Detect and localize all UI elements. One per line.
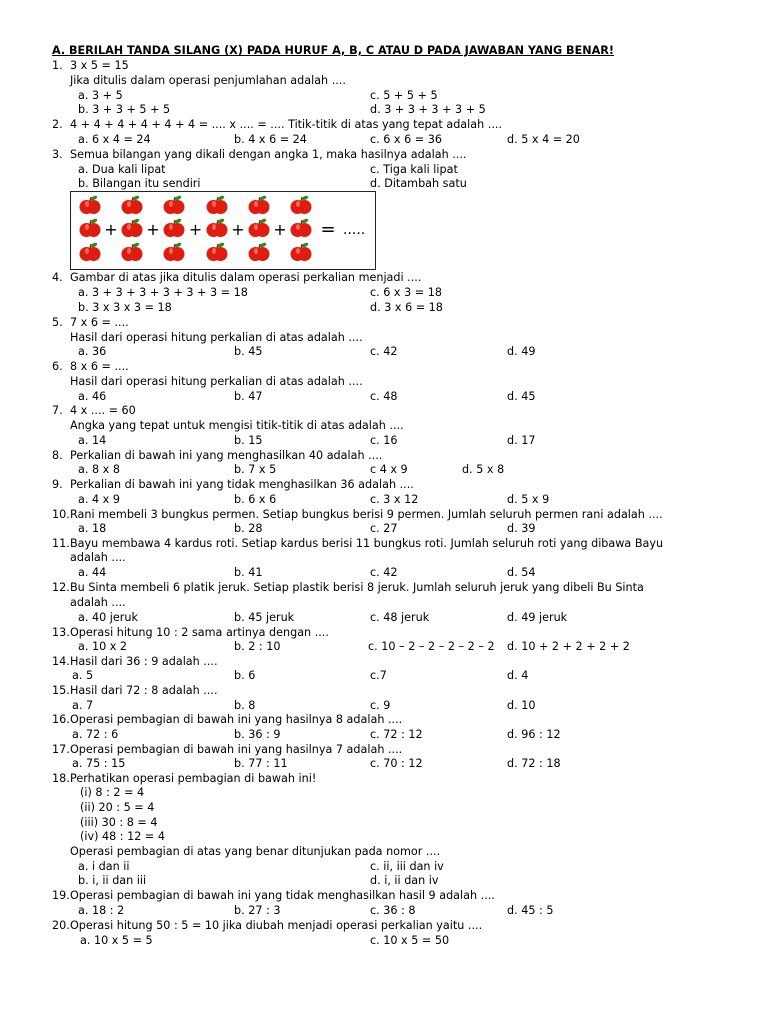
answer-option[interactable]: c. 48 [370,390,398,403]
question-text: Hasil dari 72 : 8 adalah .... [70,684,218,697]
apple-icon [291,218,312,237]
question-line: adalah .... [70,551,126,564]
question-line: Operasi pembagian di atas yang benar ditunjukan pada nomor .... [70,845,441,858]
answer-option[interactable]: a. 72 : 6 [72,728,119,741]
answer-option[interactable]: c. 10 – 2 – 2 – 2 – 2 – 2 [368,640,495,653]
answer-option[interactable]: a. 36 [78,345,107,358]
apple-icon [249,242,270,261]
answer-option[interactable]: b. 4 x 6 = 24 [234,133,307,146]
answer-option[interactable]: b. 15 [234,434,263,447]
answer-option[interactable]: c. 48 jeruk [370,611,430,624]
plus-sign: + [273,220,287,239]
apple-icon [207,218,228,237]
question-text: 7 x 6 = .... [70,316,129,329]
answer-option[interactable]: (ii) 20 : 5 = 4 [80,801,155,814]
answer-option[interactable]: d. 49 jeruk [507,611,568,624]
apple-icon [80,195,101,214]
question-text: Operasi pembagian di bawah ini yang hasilnya 7 adalah .... [70,743,403,756]
question-number: 20. [52,919,70,932]
section-heading: A. BERILAH TANDA SILANG (X) PADA HURUF A, B, C ATAU D PADA JAWABAN YANG BENAR! [52,44,614,57]
apple-icon [249,218,270,237]
question-text: Bu Sinta membeli 6 platik jeruk. Setiap plastik berisi 8 jeruk. Jumlah seluruh jeruk yang dibeli Bu Sinta [70,581,644,594]
question-text: Perhatikan operasi pembagian di bawah ini! [70,772,317,785]
answer-option[interactable]: a. Dua kali lipat [78,163,166,176]
answer-option[interactable]: b. 3 + 3 + 5 + 5 [78,103,171,116]
question-number: 18. [52,772,70,785]
answer-option[interactable]: a. 46 [78,390,107,403]
answer-option[interactable]: d. i, ii dan iv [370,874,439,887]
apple-icon [164,195,185,214]
plus-sign: + [188,220,203,239]
apple-icon [164,218,185,237]
question-number: 6. [52,360,63,373]
question-text: 3 x 5 = 15 [70,59,129,72]
apple-icon [122,218,143,237]
apple-icon [122,195,143,214]
apple-icon [122,242,143,261]
question-text: Operasi pembagian di bawah ini yang tidak menghasilkan hasil 9 adalah .... [70,889,495,902]
answer-option[interactable]: b. 6 [234,669,256,682]
answer-option[interactable]: c. 36 : 8 [370,904,416,917]
answer-option[interactable]: b. 45 [234,345,263,358]
question-number: 13. [52,626,70,639]
answer-option[interactable]: a. 10 x 2 [78,640,128,653]
answer-option[interactable]: b. 27 : 3 [234,904,281,917]
question-number: 4. [52,271,63,284]
answer-option[interactable]: c 4 x 9 [370,463,408,476]
question-number: 16. [52,713,70,726]
answer-option[interactable]: d. 3 x 6 = 18 [370,301,443,314]
answer-option[interactable]: b. Bilangan itu sendiri [78,177,201,190]
answer-option[interactable]: a. 40 jeruk [78,611,138,624]
answer-option[interactable]: d. 54 [507,566,536,579]
answer-option[interactable]: d. 5 x 9 [507,493,550,506]
question-number: 10. [52,508,70,521]
question-text: Hasil dari 36 : 9 adalah .... [70,655,218,668]
apple-icon [291,242,312,261]
answer-option[interactable]: a. 75 : 15 [72,757,126,770]
question-number: 17. [52,743,70,756]
question-line: Angka yang tepat untuk mengisi titik-titik di atas adalah .... [70,419,404,432]
answer-option[interactable]: a. 14 [78,434,107,447]
answer-option[interactable]: b. 3 x 3 x 3 = 18 [78,301,172,314]
question-text: Rani membeli 3 bungkus permen. Setiap bungkus berisi 9 permen. Jumlah seluruh permen rani adalah .... [70,508,663,521]
answer-option[interactable]: d. 96 : 12 [507,728,561,741]
answer-option[interactable]: b. 36 : 9 [234,728,281,741]
question-number: 12. [52,581,70,594]
answer-option[interactable]: b. 28 [234,522,263,535]
answer-option[interactable]: c.7 [370,669,387,682]
answer-option[interactable]: c. 27 [370,522,398,535]
answer-option[interactable]: (iv) 48 : 12 = 4 [80,830,165,843]
question-number: 14. [52,655,70,668]
answer-option[interactable]: a. 18 : 2 [78,904,125,917]
question-number: 9. [52,478,63,491]
question-text: Perkalian di bawah ini yang menghasilkan 40 adalah .... [70,449,383,462]
plus-sign: + [231,220,245,239]
answer-option[interactable]: c. 5 + 5 + 5 [370,89,438,102]
question-text: 8 x 6 = .... [70,360,129,373]
question-text: Operasi hitung 50 : 5 = 10 jika diubah menjadi operasi perkalian yaitu .... [70,919,483,932]
answer-option[interactable]: a. 7 [72,699,94,712]
question-text: Gambar di atas jika ditulis dalam operasi perkalian menjadi .... [70,271,422,284]
answer-option[interactable]: d. 5 x 8 [462,463,505,476]
apple-icon [80,242,101,261]
answer-option[interactable]: a. 6 x 4 = 24 [78,133,151,146]
answer-option[interactable]: c. ii, iii dan iv [370,860,444,873]
answer-option[interactable]: b. 6 x 6 [234,493,277,506]
answer-option[interactable]: a. 8 x 8 [78,463,120,476]
answer-option[interactable]: d. 3 + 3 + 3 + 3 + 5 [370,103,486,116]
answer-option[interactable]: d. 10 + 2 + 2 + 2 + 2 [507,640,630,653]
plus-sign: + [146,220,160,239]
question-line: Hasil dari operasi hitung perkalian di atas adalah .... [70,375,363,388]
question-number: 8. [52,449,63,462]
answer-option[interactable]: d. 39 [507,522,536,535]
answer-option[interactable]: c. 16 [370,434,398,447]
question-number: 7. [52,404,63,417]
answer-option[interactable]: b. 77 : 11 [234,757,288,770]
question-text: Bayu membawa 4 kardus roti. Setiap kardus berisi 11 bungkus roti. Jumlah seluruh roti yang dibawa Bayu [70,537,664,550]
answer-option[interactable]: a. i dan ii [78,860,130,873]
question-number: 15. [52,684,70,697]
question-text: 4 x .... = 60 [70,404,136,417]
answer-blank: ..... [343,222,366,238]
answer-option[interactable]: c. Tiga kali lipat [370,163,458,176]
answer-option[interactable]: d. 17 [507,434,536,447]
answer-option[interactable]: b. 8 [234,699,256,712]
question-number: 3. [52,148,63,161]
apple-icon [80,218,101,237]
question-text: Operasi hitung 10 : 2 sama artinya dengan .... [70,626,329,639]
answer-option[interactable]: b. 7 x 5 [234,463,277,476]
question-text: Semua bilangan yang dikali dengan angka 1, maka hasilnya adalah .... [70,148,467,161]
apple-grid [71,192,375,269]
answer-option[interactable]: a. 3 + 3 + 3 + 3 + 3 + 3 = 18 [78,286,248,299]
answer-option[interactable]: b. i, ii dan iii [78,874,147,887]
answer-option[interactable]: d. 4 [507,669,529,682]
plus-sign: + [104,220,118,239]
answer-option[interactable]: c. 42 [370,566,398,579]
answer-option[interactable]: (i) 8 : 2 = 4 [80,786,145,799]
answer-option[interactable]: d. 45 : 5 [507,904,554,917]
answer-option[interactable]: d. 45 [507,390,536,403]
answer-option[interactable]: a. 44 [78,566,107,579]
answer-option[interactable]: c. 6 x 3 = 18 [370,286,442,299]
answer-option[interactable]: d. 72 : 18 [507,757,561,770]
answer-option[interactable]: b. 2 : 10 [234,640,281,653]
apple-icon [207,195,228,214]
answer-option[interactable]: b. 45 jeruk [234,611,295,624]
question-number: 11. [52,537,70,550]
question-number: 1. [52,59,63,72]
question-number: 19. [52,889,70,902]
apple-picture [70,191,376,270]
answer-option[interactable]: a. 10 x 5 = 5 [80,934,153,947]
answer-option[interactable]: d. 10 [507,699,536,712]
answer-option[interactable]: c. 72 : 12 [370,728,423,741]
answer-option[interactable]: c. 6 x 6 = 36 [370,133,442,146]
apple-icon [207,242,228,261]
answer-option[interactable]: a. 3 + 5 [78,89,123,102]
question-line: adalah .... [70,596,126,609]
question-line: Jika ditulis dalam operasi penjumlahan adalah .... [70,74,346,87]
question-text: Operasi pembagian di bawah ini yang hasilnya 8 adalah .... [70,713,403,726]
question-text: Perkalian di bawah ini yang tidak menghasilkan 36 adalah .... [70,478,414,491]
answer-option[interactable]: a. 18 [78,522,107,535]
answer-option[interactable]: c. 42 [370,345,398,358]
answer-option[interactable]: b. 47 [234,390,263,403]
question-number: 5. [52,316,63,329]
answer-option[interactable]: (iii) 30 : 8 = 4 [80,816,158,829]
apple-icon [249,195,270,214]
answer-option[interactable]: b. 41 [234,566,263,579]
answer-option[interactable]: a. 4 x 9 [78,493,120,506]
answer-option[interactable]: c. 70 : 12 [370,757,423,770]
answer-option[interactable]: a. 5 [72,669,94,682]
question-line: Hasil dari operasi hitung perkalian di atas adalah .... [70,331,363,344]
apple-icon [291,195,312,214]
answer-option[interactable]: c. 9 [370,699,391,712]
answer-option[interactable]: d. 5 x 4 = 20 [507,133,580,146]
answer-option[interactable]: d. Ditambah satu [370,177,467,190]
answer-option[interactable]: c. 3 x 12 [370,493,419,506]
answer-option[interactable]: c. 10 x 5 = 50 [370,934,450,947]
question-number: 2. [52,118,63,131]
apple-icon [164,242,185,261]
equals-sign: = [320,219,336,240]
question-text: 4 + 4 + 4 + 4 + 4 + 4 = .... x .... = .... Titik-titik di atas yang tepat adalah .... [70,118,502,131]
answer-option[interactable]: d. 49 [507,345,536,358]
